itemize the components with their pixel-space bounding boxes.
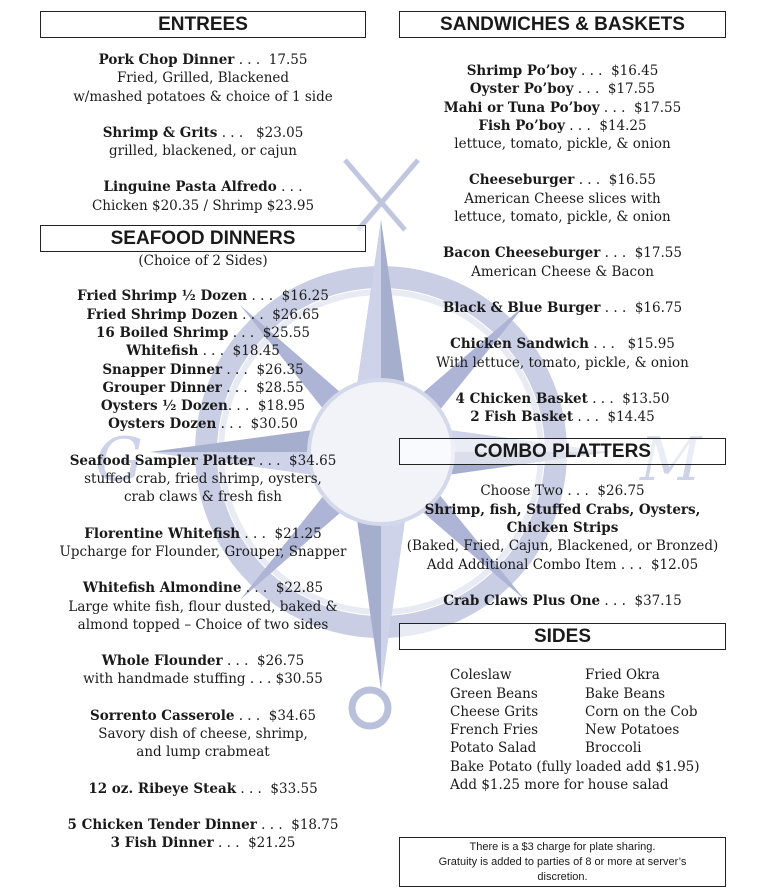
poboy-list [399,62,726,153]
item-name: Mahi or Tuna Po’boy [443,99,600,116]
seafood-sampler [40,452,366,507]
right-column [399,11,726,794]
item-name: Shrimp & Grits [102,124,218,141]
list-item: Cheese Grits [450,703,539,720]
item-desc: Upcharge for Flounder, Grouper, Snapper [59,543,347,560]
crab-claws [399,592,726,610]
item-price: $17.55 [633,99,682,116]
item-price: $12.05 [650,556,699,573]
combo-options: Chicken Strips [506,520,619,537]
dots: . . . [226,361,248,378]
list-item: Coleslaw [450,667,512,684]
plate-sharing-notice [399,837,726,887]
item-price: $25.55 [262,324,311,341]
item-name: Oysters ½ Dozen [100,398,228,415]
item-name: Snapper Dinner [102,361,223,378]
list-item: Broccoli [585,740,642,757]
item-desc: lettuce, tomato, pickle, & onion [454,209,671,226]
sides-heading: SIDES [399,623,726,650]
chicken-sandwich [399,335,726,372]
dots: . . . [281,179,303,196]
list-item: Corn on the Cob [585,703,698,720]
item-price: $34.65 [268,707,317,724]
item-price: $14.45 [607,409,655,426]
item-desc: stuffed crab, fried shrimp, oysters, [84,471,322,488]
ribeye-steak [40,780,366,798]
dots: . . . [620,556,643,573]
item-name: 2 Fish Basket [470,409,574,426]
item-name: Chicken Sandwich [450,336,589,353]
list-item [40,342,366,360]
item-price: $28.55 [256,379,304,396]
dots: . . . [218,835,240,852]
cheeseburger [399,171,726,226]
item-name: Black & Blue Burger [442,299,601,316]
item-name: Cheeseburger [468,172,575,189]
item-name: Fried Shrimp ½ Dozen [77,288,248,305]
notice-line: There is a $3 charge for plate sharing. [469,841,656,853]
item-desc: Chicken $20.35 / Shrimp $23.95 [91,197,315,214]
item-price: $26.75 [257,653,305,670]
list-item [399,80,726,98]
dots: . . . [245,580,268,597]
item-name: Pork Chop Dinner [98,52,235,68]
item-price: $14.25 [599,117,647,134]
item-desc: w/mashed potatoes & choice of 1 side [73,88,333,105]
dots: . . . [593,336,615,353]
sides-extra: Bake Potato (fully loaded add $1.95) [450,758,700,775]
item-name: Shrimp Po’boy [466,63,577,79]
item-desc: with handmade stuffing . . . $30.55 [83,671,323,688]
item-desc: American Cheese slices with [464,190,661,207]
final-dinners [40,816,366,853]
item-name: Seafood Sampler Platter [69,452,255,469]
list-item: Potato Salad [450,740,537,757]
item-desc: Savory dish of cheese, shrimp, [98,726,308,743]
item-price: $16.75 [634,299,683,316]
item-price: 17.55 [268,52,308,68]
item-name: Oyster Po’boy [469,81,574,98]
list-item [40,324,366,342]
item-price: $13.50 [622,390,670,407]
item-name: Florentine Whitefish [84,525,241,542]
entree-pork-chop [40,51,366,106]
dots: . . . [221,124,244,141]
dots: . . . [581,63,603,79]
list-item [40,415,366,433]
item-name: Crab Claws Plus One [443,592,601,609]
item-name: Whitefish Almondine [82,580,242,597]
combo-options: Shrimp, fish, Stuffed Crabs, Oysters, [424,501,701,518]
list-item: Bake Beans [585,685,666,702]
bacon-cheeseburger [399,244,726,281]
item-price: $15.95 [627,336,675,353]
dots: . . . [251,288,274,305]
item-name: Grouper Dinner [102,379,222,396]
notice-line: discretion. [537,871,588,883]
seafood-list [40,287,366,433]
sorrento-casserole [40,707,366,762]
dots: . . . [232,324,255,341]
item-desc: With lettuce, tomato, pickle, & onion [436,354,689,371]
dots: . . . [604,299,627,316]
dots: . . . [604,245,627,262]
notice-line: Gratuity is added to parties of 8 or more at server’s [438,856,687,868]
item-name: 16 Boiled Shrimp [95,324,229,341]
dots: . . . [592,390,614,407]
item-price: $16.45 [611,63,659,79]
left-column [40,11,366,853]
florentine-whitefish [40,525,366,562]
item-price: $37.15 [634,592,682,609]
list-item [399,408,726,426]
item-desc: almond topped – Choice of two sides [77,616,329,633]
item-price: $18.75 [291,816,339,833]
item-name: Whitefish [126,343,199,360]
item-name: Oysters Dozen [108,416,217,433]
item-price: $34.65 [289,452,337,469]
item-price: $33.55 [270,780,318,797]
dots: . . . [242,306,264,323]
sides-list [399,666,726,794]
whitefish-almondine [40,579,366,634]
dots: . . . [578,172,601,189]
list-item [40,816,366,834]
item-price: $21.25 [274,525,322,542]
combo-additional: Add Additional Combo Item [426,556,617,573]
dots: . . . [569,117,591,134]
item-desc: lettuce, tomato, pickle, & onion [454,136,671,153]
entrees-heading: ENTREES [40,11,366,38]
list-item [399,99,726,117]
list-item [399,390,726,408]
list-item: New Potatoes [585,722,680,739]
dots: . . . [226,379,248,396]
item-price: $16.25 [281,288,329,305]
list-item [40,834,366,852]
item-name: 5 Chicken Tender Dinner [67,816,257,833]
item-name: 3 Fish Dinner [110,835,214,852]
list-item: Green Beans [450,685,538,702]
svg-text:G: G [95,425,143,495]
list-item [40,379,366,397]
list-item [40,397,366,415]
black-blue-burger [399,299,726,317]
list-item: Fried Okra [585,667,660,684]
item-price: $22.85 [275,580,324,597]
dots: . . . [604,592,626,609]
item-price: $26.35 [256,361,304,378]
item-desc: American Cheese & Bacon [471,263,654,280]
item-price: $16.55 [608,172,657,189]
item-name: Sorrento Casserole [89,707,235,724]
item-name: Fried Shrimp Dozen [86,306,238,323]
item-name: 12 oz. Ribeye Steak [88,780,237,797]
item-price: $26.65 [272,306,320,323]
item-name: Linguine Pasta Alfredo [103,179,277,196]
item-price: $17.55 [607,81,656,98]
item-price: $18.45 [232,343,280,360]
dots: . . . [227,398,250,415]
entree-shrimp-grits [40,124,366,161]
item-price: $23.05 [256,124,304,141]
item-price: $21.25 [248,835,296,852]
combo-choose: Choose Two [480,483,564,500]
whole-flounder [40,652,366,689]
dots: . . . [220,416,243,433]
list-item [40,287,366,305]
dots: . . . [603,99,626,116]
sides-extra: Add $1.25 more for house salad [450,777,669,794]
combo-details [399,482,726,573]
item-name: Bacon Cheeseburger [443,245,601,262]
item-desc: grilled, blackened, or cajun [109,143,297,160]
item-name: 4 Chicken Basket [455,390,588,407]
item-desc: Large white fish, flour dusted, baked & [68,598,338,615]
combo-heading: COMBO PLATTERS [399,438,726,465]
dots: . . . [567,483,589,500]
list-item [399,62,726,80]
item-desc: crab claws & fresh fish [124,489,282,506]
dots: . . . [577,81,600,98]
combo-styles: (Baked, Fried, Cajun, Blackened, or Bronzed) [406,538,719,555]
list-item [399,117,726,135]
dots: . . . [238,52,261,68]
list-item [40,306,366,324]
item-price: $17.55 [634,245,682,262]
item-desc: and lump crabmeat [136,744,270,761]
entree-linguine [40,178,366,215]
item-desc: Fried, Grilled, Blackened [116,70,290,87]
dots: . . . [244,525,266,542]
dots: . . . [261,816,283,833]
item-price: $30.50 [250,416,298,433]
list-item [40,361,366,379]
dots: . . . [226,653,249,670]
dots: . . . [202,343,225,360]
sandwiches-heading: SANDWICHES & BASKETS [399,11,726,38]
dots: . . . [240,780,262,797]
dots: . . . [258,452,281,469]
dots: . . . [577,409,599,426]
dots: . . . [238,707,261,724]
item-name: Fish Po’boy [478,117,565,134]
seafood-subheading: (Choice of 2 Sides) [138,253,268,270]
item-price: $26.75 [597,483,645,500]
item-name: Whole Flounder [101,653,223,670]
list-item: French Fries [450,722,539,739]
seafood-heading: SEAFOOD DINNERS [40,225,366,252]
baskets [399,390,726,427]
item-price: $18.95 [257,398,306,415]
